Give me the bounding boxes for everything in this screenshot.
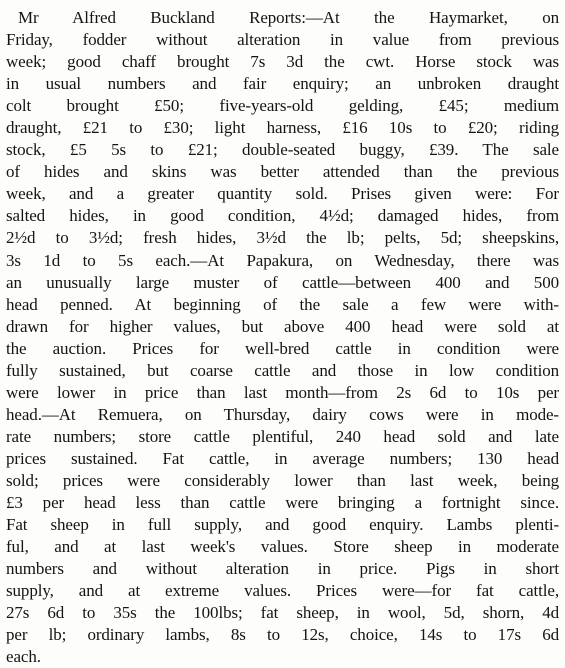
article-line: 27s 6d to 35s the 100lbs; fat sheep, in wool, 5d, shorn, 4d bbox=[6, 603, 559, 623]
article-line: sold; prices were considerably lower than last week, being bbox=[6, 470, 559, 490]
article-line: draught, £21 to £30; light harness, £16 10s to £20; riding bbox=[6, 118, 559, 138]
article-line: rate numbers; store cattle plentiful, 240 head sold and late bbox=[6, 426, 559, 446]
article-line: in usual numbers and fair enquiry; an unbroken draught bbox=[6, 74, 559, 94]
article-line: each. bbox=[6, 647, 41, 667]
article-line: Friday, fodder without alteration in value from previous bbox=[6, 30, 559, 50]
article-line: an unusually large muster of cattle—between 400 and 500 bbox=[6, 272, 559, 292]
article-line: drawn for higher values, but above 400 head were sold at bbox=[6, 316, 559, 336]
article-line: week; good chaff brought 7s 3d the cwt. Horse stock was bbox=[6, 52, 559, 72]
article-line: were lower in price than last month—from 2s 6d to 10s per bbox=[6, 382, 559, 402]
article-line: head.—At Remuera, on Thursday, dairy cows were in mode- bbox=[6, 404, 559, 424]
article-line: Mr Alfred Buckland Reports:—At the Haymarket, on bbox=[18, 8, 559, 27]
article-line: the auction. Prices for well-bred cattle in condition were bbox=[6, 338, 559, 358]
article-line: fully sustained, but coarse cattle and those in low condition bbox=[6, 360, 559, 380]
article-line: colt brought £50; five-years-old gelding, £45; medium bbox=[6, 96, 559, 116]
article-line: supply, and at extreme values. Prices were—for fat cattle, bbox=[6, 581, 559, 601]
article-line: £3 per head less than cattle were bringing a fortnight since. bbox=[6, 493, 559, 513]
article-line: stock, £5 5s to £21; double-seated buggy, £39. The sale bbox=[6, 140, 559, 160]
article-line: week, and a greater quantity sold. Prises given were: For bbox=[6, 184, 559, 204]
article-line: head penned. At beginning of the sale a few were with- bbox=[6, 294, 559, 314]
article-line: prices sustained. Fat cattle, in average numbers; 130 head bbox=[6, 448, 559, 468]
article-line: salted hides, in good condition, 4½d; damaged hides, from bbox=[6, 206, 559, 226]
article-line: ful, and at last week's values. Store sheep in moderate bbox=[6, 537, 559, 557]
article-line: 3s 1d to 5s each.—At Papakura, on Wednesday, there was bbox=[6, 250, 559, 270]
article-line: per lb; ordinary lambs, 8s to 12s, choice, 14s to 17s 6d bbox=[6, 625, 559, 645]
article-line: numbers and without alteration in price. Pigs in short bbox=[6, 559, 559, 579]
article-line: Fat sheep in full supply, and good enquiry. Lambs plenti- bbox=[6, 515, 559, 535]
article-line: 2½d to 3½d; fresh hides, 3½d the lb; pelts, 5d; sheepskins, bbox=[6, 228, 559, 248]
article-line: of hides and skins was better attended than the previous bbox=[6, 162, 559, 182]
